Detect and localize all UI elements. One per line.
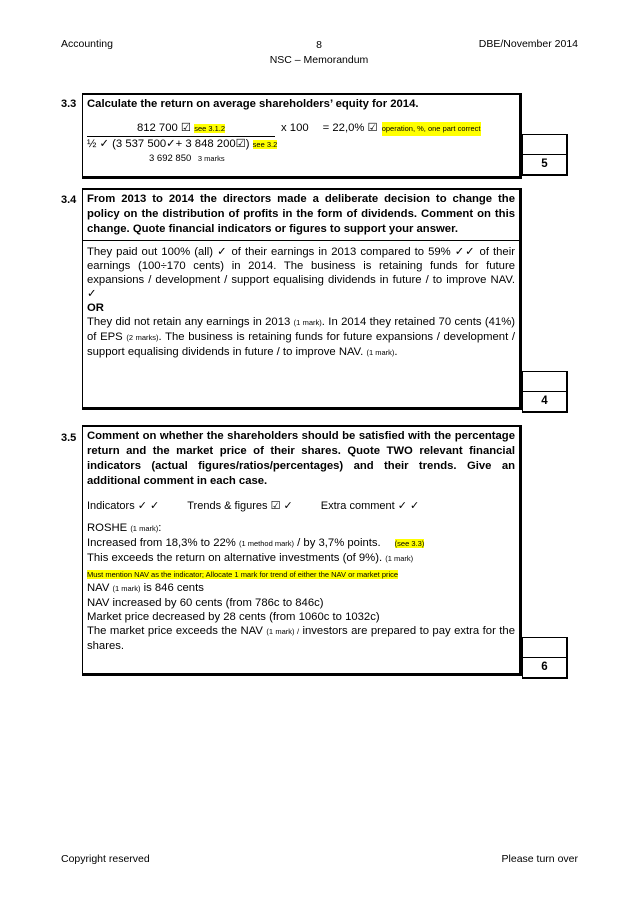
answer-body (83, 241, 519, 364)
fraction-denominator-row (87, 137, 515, 152)
denominator: ½ ✓ (3 537 500✓+ 3 848 200☑) (87, 138, 250, 150)
question-title: Comment on whether the shareholders should be satisfied with the percentage return and the market price of their shares. Quote TWO relevant financial indicators (actual figures/ratios/percentages) and their trends. Give an additional comment in each case. (87, 430, 515, 487)
question-3-4-box (82, 188, 522, 410)
nav-value: NAV (1 mark) is 846 cents (87, 582, 204, 594)
average-value-row (87, 152, 515, 166)
question-title: Calculate the return on average shareholders’ equity for 2014. (87, 98, 419, 110)
denominator-note: see 3.2 (252, 140, 278, 149)
nav-instruction: Must mention NAV as the indicator; Allocate 1 mark for trend of either the NAV or market price (87, 570, 399, 579)
question-number: 3.5 (61, 432, 77, 444)
answer-paragraph-2: They did not retain any earnings in 2013 (1 mark). In 2014 they retained 70 cents (41%) of EPS (2 marks). The business is retaining funds for future expansions / development / support equalising dividends in future / to improve NAV. (1 mark). (87, 316, 516, 358)
result-note: operation, %, one part correct (382, 122, 481, 136)
marks-value: 5 (541, 158, 548, 170)
or-separator: OR (87, 302, 104, 314)
answer-paragraph-1: They paid out 100% (all) ✓ of their earnings in 2013 compared to 59% ✓✓ of their earnings (100÷170 cents) in 2014. The business is retaining funds for future expansions / development / support equalising dividends in future / to improve NAV. ✓ (87, 246, 515, 300)
roshe-heading: ROSHE (1 mark): (87, 522, 162, 534)
marks-box (522, 134, 568, 176)
footer-turn-over: Please turn over (501, 853, 578, 865)
fraction-numerator-row (87, 121, 515, 137)
average-note: 3 marks (197, 154, 225, 163)
market-price-decrease: Market price decreased by 28 cents (from 1060c to 1032c) (87, 611, 380, 623)
average-value: 3 692 850 (149, 153, 192, 164)
marks-box (522, 371, 568, 413)
answer-body (83, 115, 519, 170)
extra-comment-label: Extra comment ✓ ✓ (320, 500, 420, 512)
marks-value: 4 (541, 395, 548, 407)
marks-value: 6 (541, 661, 548, 673)
header-subject: Accounting (61, 38, 113, 50)
numerator: 812 700 ☑ see 3.1.2 (87, 121, 275, 137)
numerator-note: see 3.1.2 (194, 124, 226, 133)
result: = 22,0% ☑ (322, 122, 378, 134)
indicators-label: Indicators ✓ ✓ (87, 500, 160, 512)
roshe-increase: Increased from 18,3% to 22% (1 method mark) / by 3,7% points. (see 3.3) (87, 537, 425, 549)
header-exam: DBE/November 2014 (478, 38, 578, 50)
mark-allocation-row (87, 499, 515, 513)
answer-body (83, 492, 519, 657)
marks-box (522, 637, 568, 679)
question-3-5-box (82, 425, 522, 676)
page-number: 8 (316, 39, 322, 51)
question-title: From 2013 to 2014 the directors made a deliberate decision to change the policy on the distribution of profits in the form of dividends. Comment on this change. Quote financial indicators or figures to support your answer. (83, 190, 519, 241)
question-number: 3.3 (61, 98, 77, 110)
header-memo: NSC – Memorandum (269, 54, 369, 66)
market-price-exceeds: The market price exceeds the NAV (1 mark) / investors are prepared to pay extra for the shares. (87, 625, 515, 652)
nav-increase: NAV increased by 60 cents (from 786c to 846c) (87, 597, 324, 609)
roshe-exceeds: This exceeds the return on alternative investments (of 9%). (1 mark) (87, 552, 414, 564)
footer-copyright: Copyright reserved (61, 853, 150, 865)
question-number: 3.4 (61, 194, 77, 206)
question-3-3-box (82, 93, 522, 179)
times-100: x 100 (281, 122, 309, 134)
trends-label: Trends & figures ☑ ✓ (187, 500, 293, 512)
